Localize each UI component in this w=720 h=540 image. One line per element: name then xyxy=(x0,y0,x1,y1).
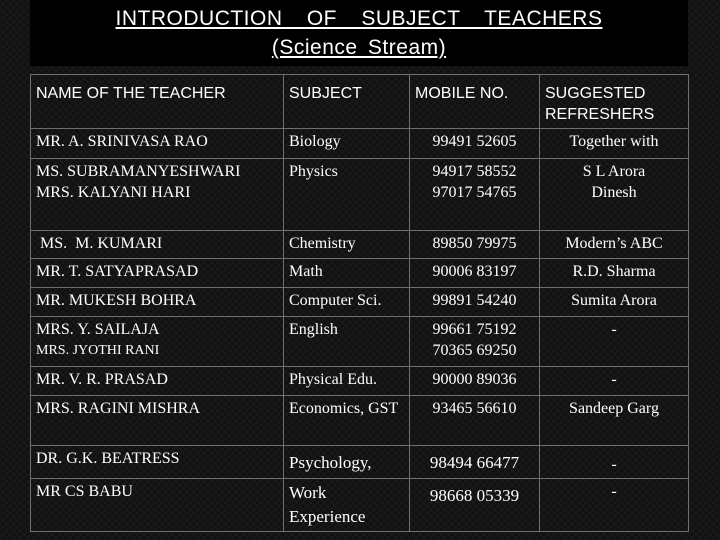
mobile-cell xyxy=(410,446,540,479)
refresher-book: Sumita Arora xyxy=(571,292,657,309)
teacher-name: MRS. Y. SAILAJA xyxy=(36,321,160,338)
mobile-cell xyxy=(410,159,540,231)
subject-cell: Psychology, xyxy=(284,446,410,479)
teacher-name: MR. A. SRINIVASA RAO xyxy=(36,133,208,150)
refresher-book: Sandeep Garg xyxy=(569,400,659,417)
refresher-cell xyxy=(540,396,689,446)
refresher-cell xyxy=(540,446,689,479)
refresher-book: S L Arora xyxy=(582,163,646,180)
teacher-name: MS. M. KUMARI xyxy=(36,235,163,252)
mobile-number: 97017 54765 xyxy=(432,184,517,201)
teacher-name-cell xyxy=(31,159,284,231)
mobile-number: 98494 66477 xyxy=(429,453,520,472)
refresher-cell xyxy=(540,231,689,259)
subject-cell: Chemistry xyxy=(284,231,410,259)
teacher-name: MR. V. R. PRASAD xyxy=(36,371,168,388)
mobile-cell xyxy=(410,317,540,367)
table-row xyxy=(31,159,689,231)
teacher-name-cell xyxy=(31,479,284,532)
mobile-number: 98668 05339 xyxy=(429,486,520,505)
teacher-name-cell xyxy=(31,129,284,159)
teachers-table xyxy=(30,74,689,532)
title-line-2: (Science Stream) xyxy=(271,36,447,59)
mobile-number: 89850 79975 xyxy=(432,235,517,252)
refresher-cell xyxy=(540,288,689,317)
header-subject: SUBJECT xyxy=(284,75,410,129)
subject-cell: English xyxy=(284,317,410,367)
teacher-name: MRS. KALYANI HARI xyxy=(36,184,191,201)
table-row xyxy=(31,317,689,367)
table-body xyxy=(31,129,689,532)
table-row xyxy=(31,396,689,446)
refresher-cell xyxy=(540,317,689,367)
table-row xyxy=(31,288,689,317)
header-name: NAME OF THE TEACHER xyxy=(31,75,284,129)
mobile-cell xyxy=(410,367,540,396)
subject-cell: Economics, GST xyxy=(284,396,410,446)
mobile-cell xyxy=(410,479,540,532)
subject-cell: Physics xyxy=(284,159,410,231)
table-row xyxy=(31,479,689,532)
teacher-name-cell xyxy=(31,231,284,259)
refresher-book: - xyxy=(611,371,617,388)
table-row xyxy=(31,129,689,159)
teacher-name: MR CS BABU xyxy=(36,483,133,500)
mobile-cell xyxy=(410,288,540,317)
refresher-book: - xyxy=(611,321,617,338)
mobile-cell xyxy=(410,231,540,259)
teacher-name-cell xyxy=(31,288,284,317)
subject-cell: Physical Edu. xyxy=(284,367,410,396)
table-row xyxy=(31,446,689,479)
teacher-name-cell xyxy=(31,367,284,396)
header-mobile: MOBILE NO. xyxy=(410,75,540,129)
title-line-1: INTRODUCTION OF SUBJECT TEACHERS xyxy=(115,7,603,30)
teacher-name-cell xyxy=(31,317,284,367)
refresher-cell xyxy=(540,367,689,396)
mobile-number: 70365 69250 xyxy=(432,342,517,359)
refresher-cell xyxy=(540,159,689,231)
teacher-name: MR. MUKESH BOHRA xyxy=(36,292,197,309)
mobile-number: 94917 58552 xyxy=(432,163,517,180)
table-row xyxy=(31,367,689,396)
subject-cell: Work Experience xyxy=(284,479,410,532)
refresher-cell xyxy=(540,479,689,532)
subject-cell: Math xyxy=(284,259,410,288)
subject-cell: Computer Sci. xyxy=(284,288,410,317)
teacher-name: MRS. JYOTHI RANI xyxy=(36,343,160,358)
teacher-name: MRS. RAGINI MISHRA xyxy=(36,400,201,417)
table-header-row xyxy=(31,75,689,129)
teacher-name: MR. T. SATYAPRASAD xyxy=(36,263,199,280)
refresher-book: Dinesh xyxy=(591,184,637,201)
refresher-cell xyxy=(540,129,689,159)
mobile-number: 90000 89036 xyxy=(432,371,517,388)
refresher-book: Modern’s ABC xyxy=(565,235,663,252)
table-row xyxy=(31,259,689,288)
teacher-name: MS. SUBRAMANYESHWARI xyxy=(36,163,241,180)
teacher-name: DR. G.K. BEATRESS xyxy=(36,450,180,467)
refresher-book: - xyxy=(611,483,617,500)
refresher-book: R.D. Sharma xyxy=(572,263,656,280)
mobile-cell xyxy=(410,259,540,288)
mobile-cell xyxy=(410,129,540,159)
table-row xyxy=(31,231,689,259)
refresher-cell xyxy=(540,259,689,288)
subject-cell: Biology xyxy=(284,129,410,159)
mobile-cell xyxy=(410,396,540,446)
mobile-number: 90006 83197 xyxy=(432,263,517,280)
teacher-name-cell xyxy=(31,259,284,288)
teacher-name-cell xyxy=(31,446,284,479)
slide-title xyxy=(30,0,688,66)
refresher-book: - xyxy=(611,456,617,473)
mobile-number: 99891 54240 xyxy=(432,292,517,309)
mobile-number: 99491 52605 xyxy=(432,133,517,150)
mobile-number: 99661 75192 xyxy=(432,321,517,338)
header-refreshers: SUGGESTED REFRESHERS xyxy=(540,75,689,129)
refresher-book: Together with xyxy=(569,133,659,150)
teacher-name-cell xyxy=(31,396,284,446)
mobile-number: 93465 56610 xyxy=(432,400,517,417)
